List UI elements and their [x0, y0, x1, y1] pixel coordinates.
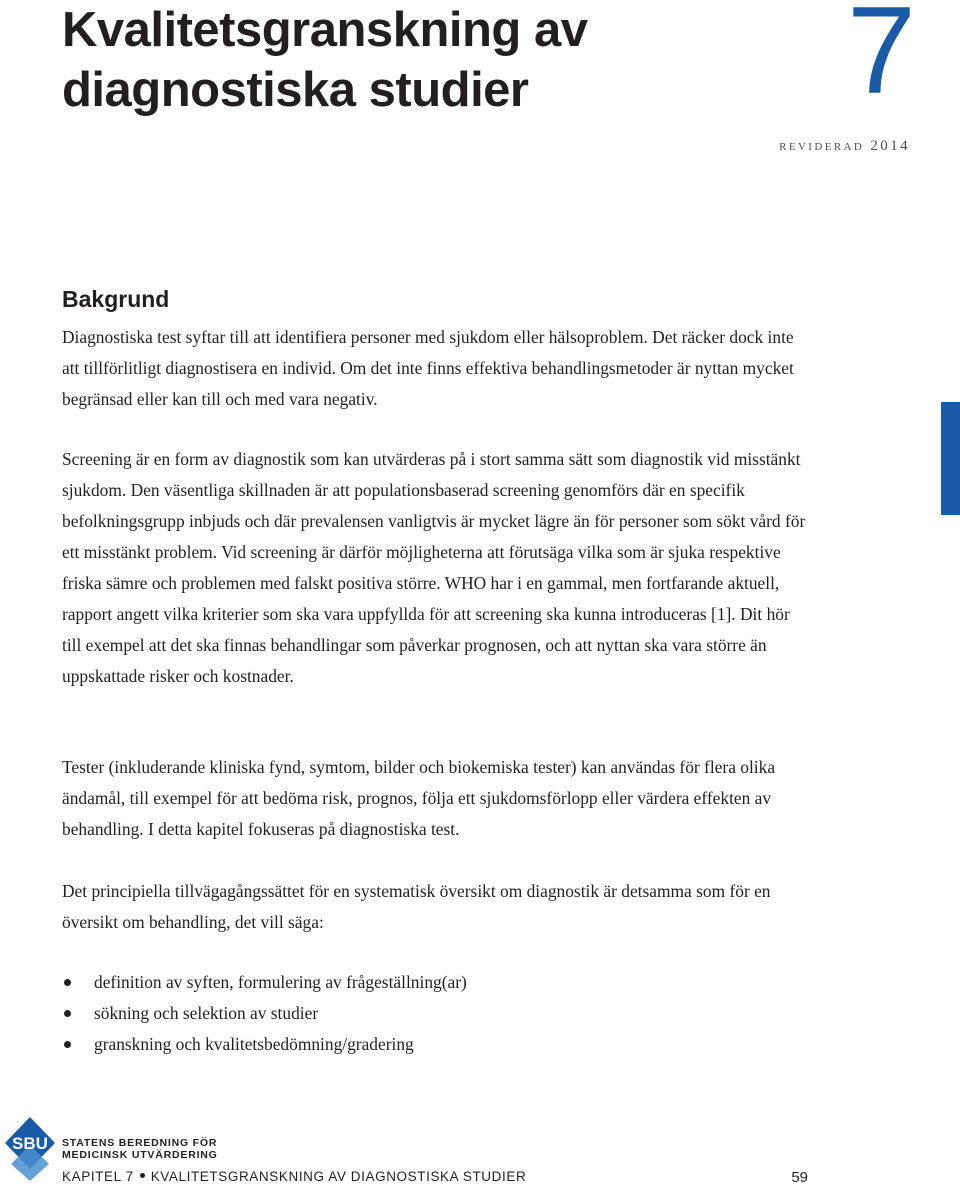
footer-chapter-title: KVALITETSGRANSKNING AV DIAGNOSTISKA STUDIER: [150, 1169, 527, 1184]
bullet-item: [62, 1029, 467, 1060]
chapter-number: 7: [847, 0, 916, 120]
page-title-line-2: diagnostiska studier: [62, 63, 529, 117]
organization-line-1: STATENS BEREDNING FÖR: [62, 1137, 218, 1149]
bullet-item: [62, 967, 467, 998]
bullet-text: definition av syften, formulering av frågeställning(ar): [94, 972, 467, 992]
paragraph-4: Det principiella tillvägagångssättet för en systematisk översikt om diagnostik är detsamma som för en översikt om behandling, det vill säga:: [62, 881, 771, 932]
page-title: [62, 0, 782, 120]
page-number: 59: [791, 1169, 808, 1186]
organization-name: [62, 1137, 218, 1161]
revised-label: reviderad 2014: [779, 138, 910, 154]
bullet-icon: [64, 1041, 71, 1048]
organization-line-2: MEDICINSK UTVÄRDERING: [62, 1149, 218, 1161]
section-heading: Bakgrund: [62, 286, 170, 312]
paragraph-2: Screening är en form av diagnostik som kan utvärderas på i stort samma sätt som diagnostik vid misstänkt sjukdom. Den väsentliga skillnaden är att populationsbaserad screening genomförs där en specifik befolkningsgrupp inbjuds och där prevalensen vanligtvis är mycket lägre än för personer som sökt vård för ett misstänkt problem. Vid screening är därför möjligheterna att förutsäga vilka som är sjuka respektive friska sämre och problemen med falskt positiva större. WHO har i en gammal, men fortfarande aktuell, rapport angett vilka kriterier som ska vara uppfyllda för att screening ska kunna introduceras [1]. Dit hör till exempel att det ska finnas behandlingar som påverkar prognosen, och att nyttan ska vara större än uppskattade risker och kostnader.: [62, 449, 806, 686]
paragraph-3: Tester (inkluderande kliniska fynd, symtom, bilder och biokemiska tester) kan användas för flera olika ändamål, till exempel för att bedöma risk, prognos, följa ett sjukdomsförlopp eller värdera effekten av behandling. I detta kapitel fokuseras på diagnostiska test.: [62, 757, 776, 839]
footer-chapter-label: KAPITEL 7: [62, 1169, 134, 1184]
logo-text: SBU: [12, 1134, 48, 1153]
bullet-text: sökning och selektion av studier: [94, 1003, 319, 1023]
bullet-list: [62, 967, 467, 1060]
bullet-separator-icon: [140, 1173, 145, 1178]
running-footer: [62, 1169, 526, 1184]
chapter-side-tab: [941, 402, 960, 515]
bullet-item: [62, 998, 467, 1029]
sbu-logo-icon: [3, 1115, 57, 1181]
page-title-line-1: Kvalitetsgranskning av: [62, 3, 588, 57]
bullet-text: granskning och kvalitetsbedömning/gradering: [94, 1034, 414, 1054]
bullet-icon: [64, 1010, 71, 1017]
paragraph-1: Diagnostiska test syftar till att identifiera personer med sjukdom eller hälsoproblem. Det räcker dock inte att tillförlitligt diagnostisera en individ. Om det inte finns effektiva behandlingsmetoder är nyttan mycket begränsad eller kan till och med vara negativ.: [62, 327, 794, 409]
bullet-icon: [64, 979, 71, 986]
